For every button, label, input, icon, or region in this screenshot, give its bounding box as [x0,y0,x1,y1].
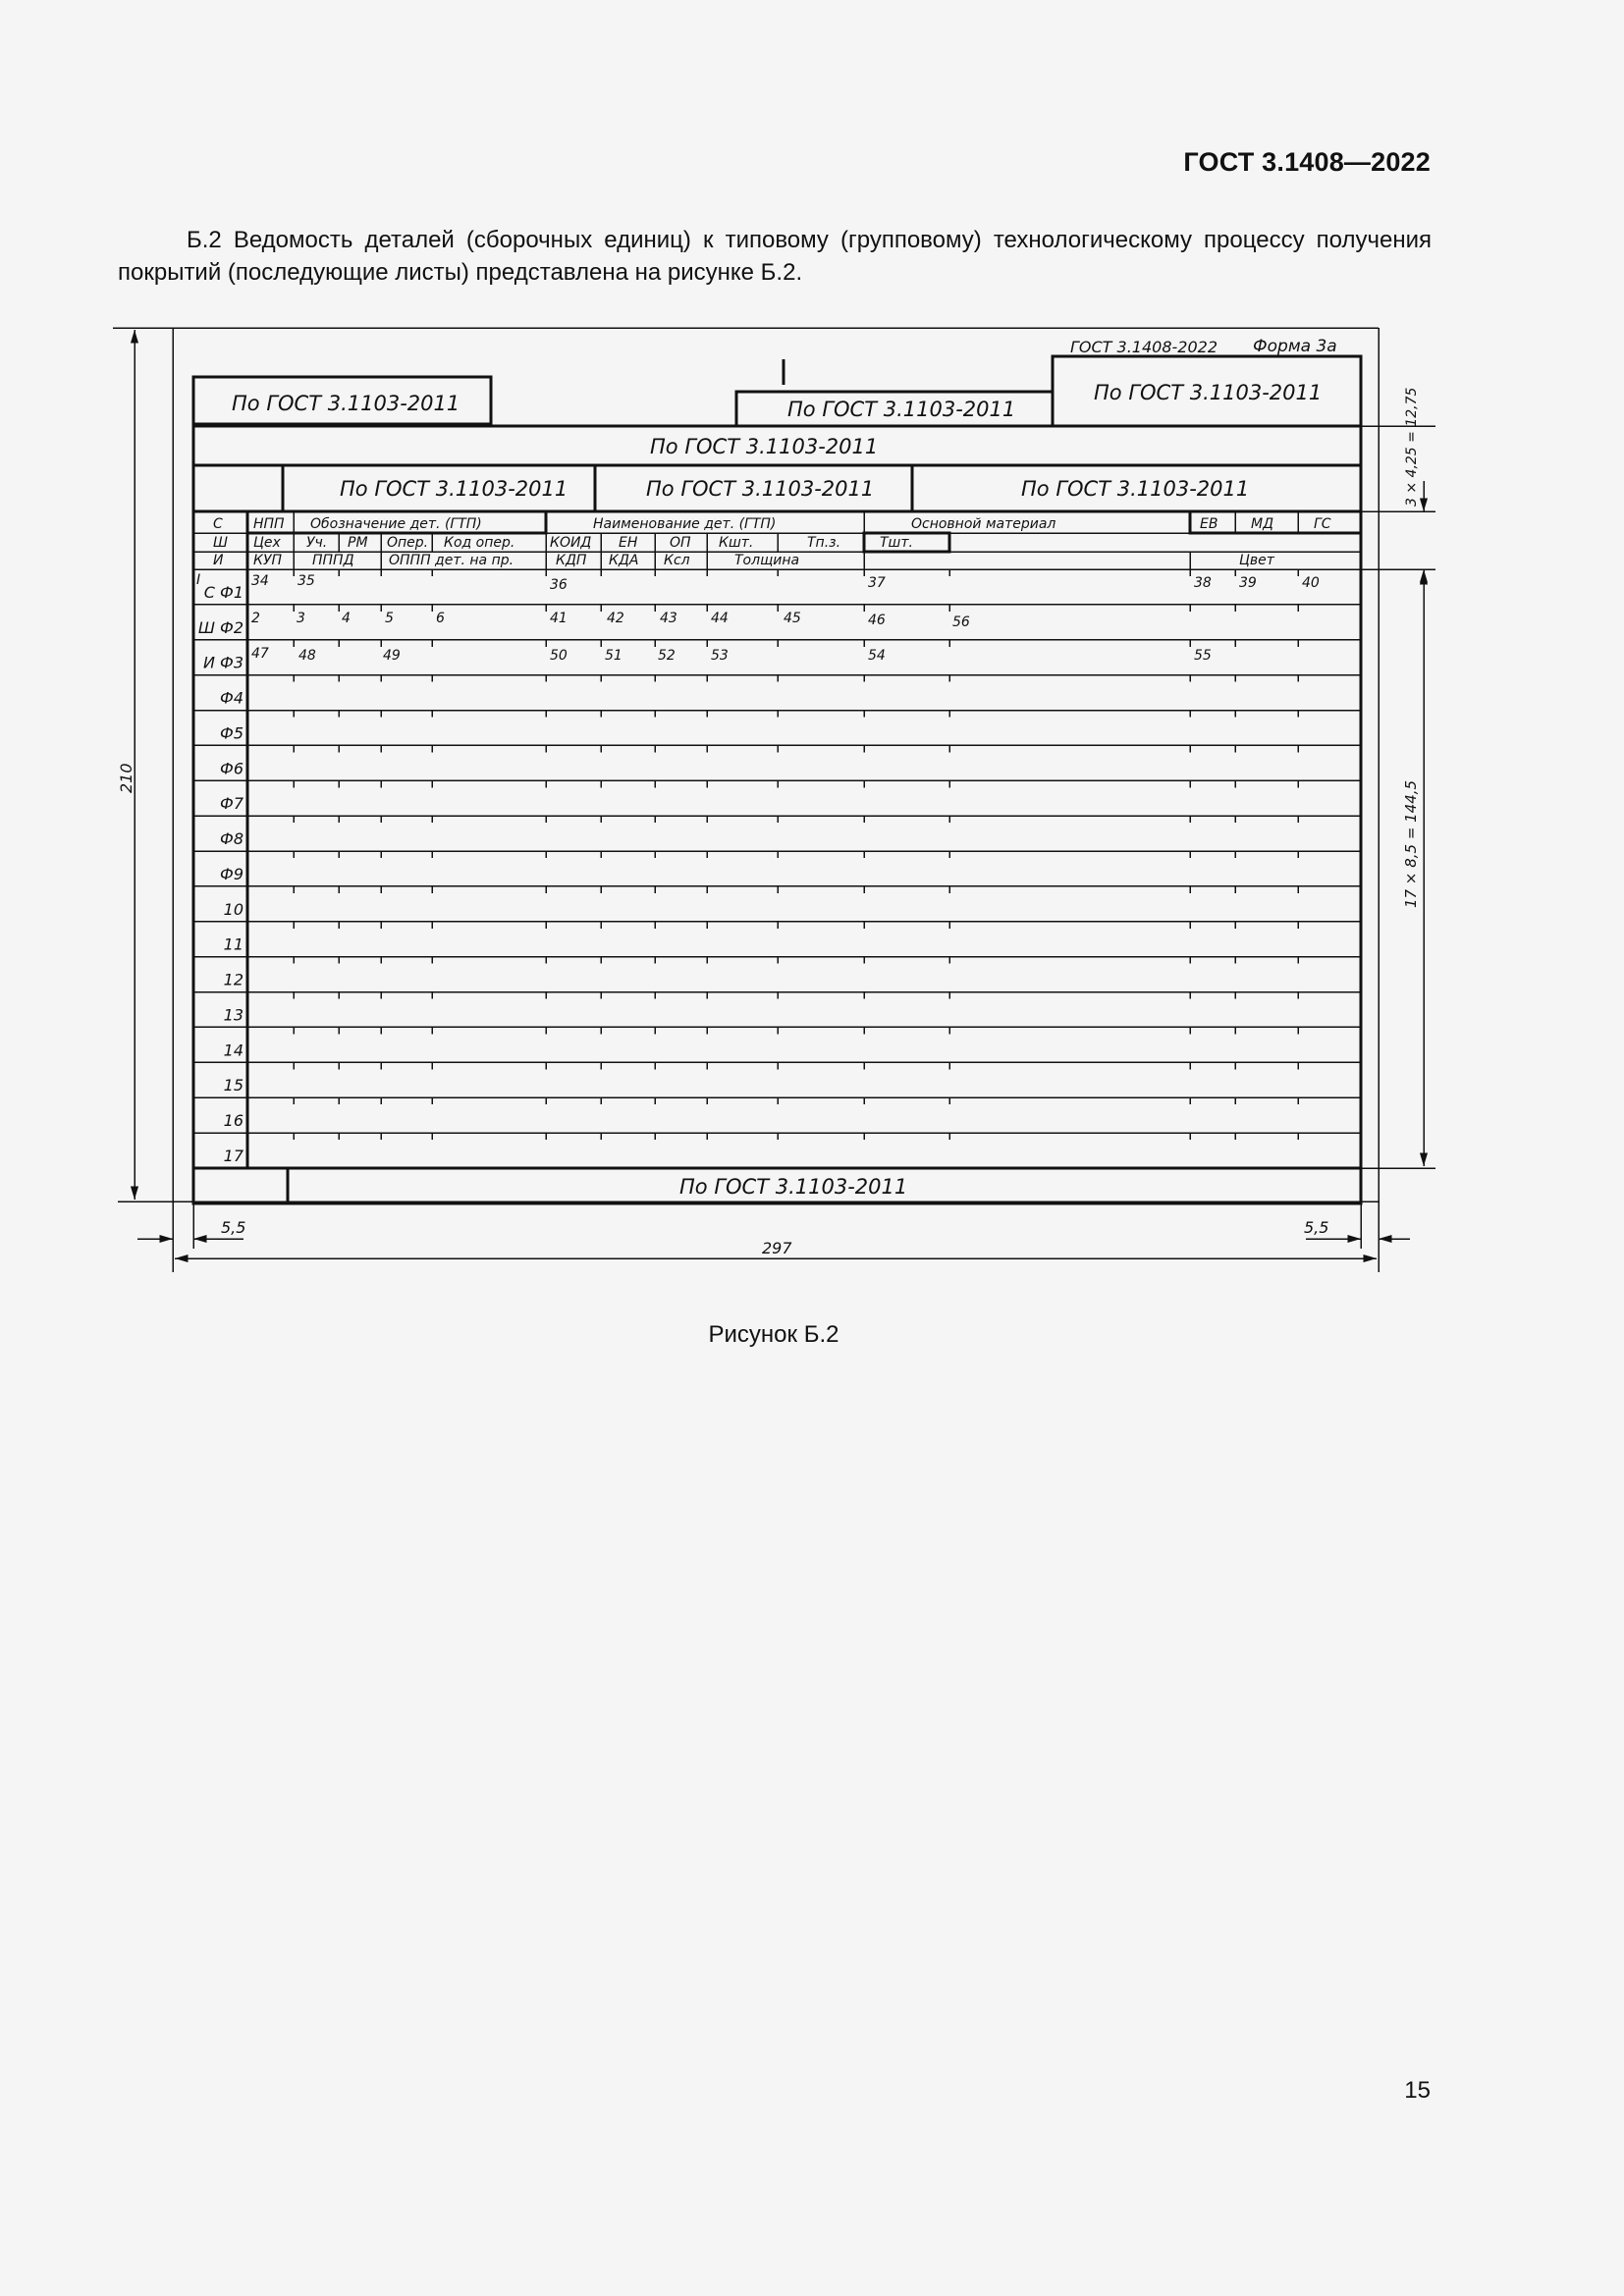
field-num: 47 [251,646,269,662]
hdr-uch: Уч. [306,535,328,551]
page-number: 15 [1404,2077,1431,2104]
hdr-pppd: ПППД [312,553,354,568]
hdr-sh: Ш [213,535,228,551]
hdr-kod: Код опер. [444,535,515,551]
first-line-marker: I [196,572,201,588]
row-number-label: И Ф3 [202,653,244,672]
ref-box-middle: По ГОСТ 3.1103-2011 [787,398,1016,421]
hdr-oppp: ОППП дет. на пр. [389,553,514,568]
field-num: 50 [550,648,568,664]
field-numbers [251,573,1320,664]
hdr-kdp: КДП [556,553,587,568]
hdr-tsht: Тшт. [880,535,913,551]
field-num: 44 [711,611,729,626]
field-num: 54 [868,648,886,664]
hdr-ev: ЕВ [1200,516,1218,532]
hdr-tolshina: Толщина [734,553,800,568]
hdr-oper: Опер. [387,535,429,551]
row-number-label: 10 [223,899,244,919]
field-num: 6 [436,611,445,626]
field-num: 56 [952,614,970,630]
field-num: 3 [297,611,305,626]
row-number-label: Ф6 [220,759,244,778]
field-num: 35 [298,573,315,589]
row-number-label: Ф4 [220,688,244,708]
hdr-gs: ГС [1314,516,1331,532]
hdr-ceh: Цех [253,535,281,551]
dim-rows-block: 17 × 8,5 = 144,5 [1402,779,1420,908]
hdr-kup: КУП [253,553,282,568]
field-num: 55 [1194,648,1212,664]
hdr-c: С [213,516,223,532]
field-num: 4 [342,611,351,626]
hdr-koid: КОИД [550,535,592,551]
row-number-label: 16 [223,1111,244,1131]
field-num: 5 [385,611,394,626]
stamp-code: ГОСТ 3.1408-2022 [1070,338,1218,356]
dim-right-margin: 5,5 [1304,1218,1329,1237]
field-num: 43 [660,611,677,626]
hdr-designation: Обозначение дет. (ГТП) [310,516,482,532]
hdr-i: И [213,553,224,568]
field-num: 52 [658,648,676,664]
field-num: 51 [605,648,623,664]
field-num: 2 [251,611,260,626]
hdr-ksl: Ксл [664,553,690,568]
stamp-form: Форма 3а [1253,337,1337,356]
field-num: 39 [1239,575,1257,591]
ref-bottom: По ГОСТ 3.1103-2011 [679,1175,908,1199]
field-num: 40 [1302,575,1320,591]
row-number-label: 13 [223,1005,244,1025]
ref-box-right: По ГОСТ 3.1103-2011 [1094,381,1323,404]
row-number-label: 12 [223,970,244,989]
row-number-label: Ф9 [220,864,244,883]
hdr-npp: НПП [253,516,285,532]
dimension-right [1361,426,1435,1168]
row-number-label: 14 [223,1041,244,1060]
dim-width-label: 297 [762,1239,792,1257]
field-num: 34 [251,573,269,589]
intro-paragraph: Б.2 Ведомость деталей (сборочных единиц) к типовому (групповому) технологическому процессу получения покрытий (последующие листы) представлена на рисунке Б.2. [118,227,1432,286]
field-num: 45 [784,611,801,626]
figure-caption: Рисунок Б.2 [708,1321,839,1348]
ref-row-1: По ГОСТ 3.1103-2011 [650,435,879,458]
row-number-label: Ф5 [220,723,244,743]
dim-top-block: 3 × 4,25 = 12,75 [1404,387,1420,507]
field-num: 48 [298,648,316,664]
hdr-ksht: Кшт. [719,535,754,551]
field-num: 53 [711,648,729,664]
hdr-op: ОП [670,535,691,551]
row-number-label: 17 [223,1147,244,1165]
hdr-rm: РМ [348,535,368,551]
ref-row-2a: По ГОСТ 3.1103-2011 [340,477,568,501]
data-row-labels [198,583,244,1165]
hdr-en: ЕН [619,535,638,551]
field-num: 37 [868,575,886,591]
hdr-material: Основной материал [911,516,1056,532]
hdr-tpz: Тп.з. [807,535,841,551]
ref-row-2c: По ГОСТ 3.1103-2011 [1021,477,1250,501]
row-number-label: 11 [223,934,244,954]
ref-row-2b: По ГОСТ 3.1103-2011 [646,477,875,501]
hdr-name: Наименование дет. (ГТП) [593,516,777,532]
dim-height-label: 210 [117,763,135,793]
row-number-label: Ф8 [220,829,244,849]
hdr-md: МД [1251,516,1274,532]
data-row-lines [193,605,1361,1133]
field-num: 38 [1194,575,1212,591]
dimension-width [173,1201,1379,1272]
ref-box-left: По ГОСТ 3.1103-2011 [232,392,460,415]
document-code: ГОСТ 3.1408—2022 [1183,147,1431,177]
field-num: 49 [383,648,401,664]
row-number-label: 15 [223,1076,244,1095]
field-num: 46 [868,613,886,628]
field-num: 36 [550,577,568,593]
data-row-ticks [294,569,1298,1140]
row-number-label: С Ф1 [203,582,244,602]
hdr-kda: КДА [609,553,639,568]
dim-left-margin: 5,5 [221,1218,246,1237]
field-num: 42 [607,611,624,626]
row-number-label: Ш Ф2 [197,617,244,637]
hdr-cvet: Цвет [1239,553,1274,568]
row-number-label: Ф7 [220,794,244,814]
field-num: 41 [550,611,568,626]
